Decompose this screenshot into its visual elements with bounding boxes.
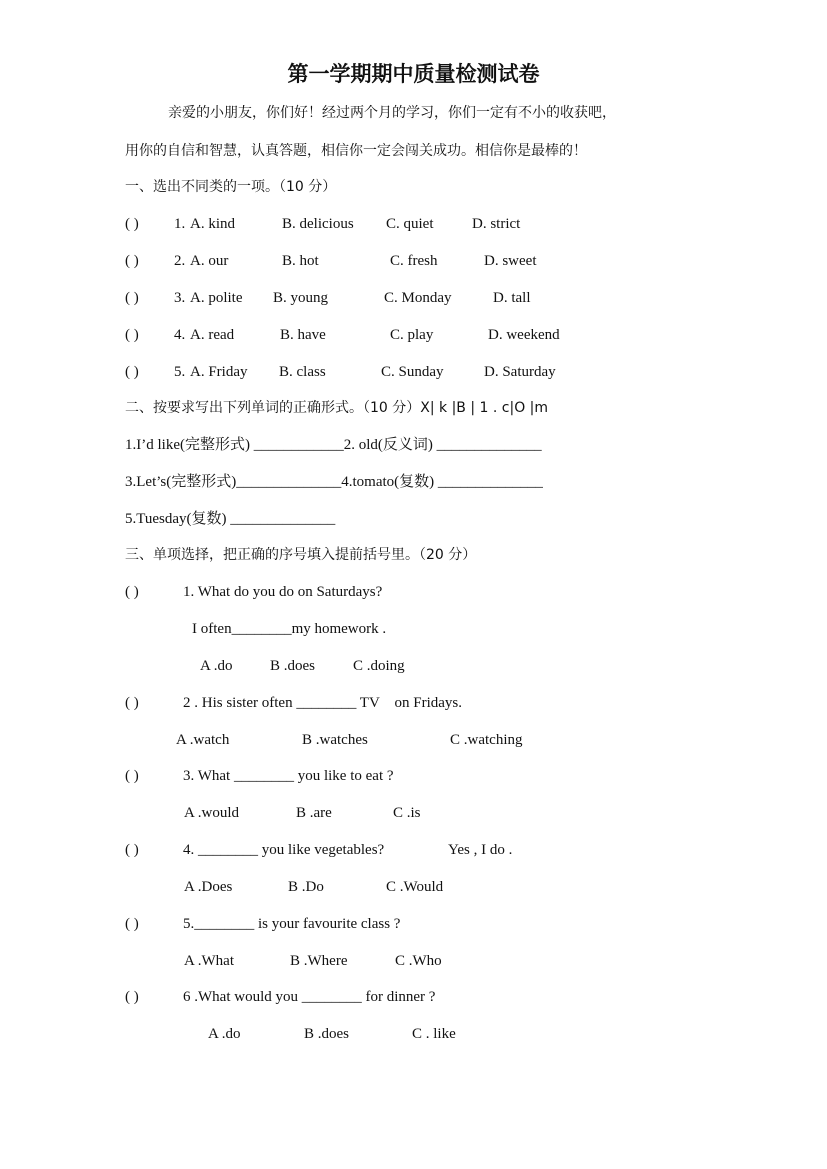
option-a: A .do: [208, 1026, 241, 1042]
intro-line-1: 亲爱的小朋友，你们好！经过两个月的学习，你们一定有不小的收获吧，: [168, 105, 616, 121]
section2-row-3: 5.Tuesday(复数) ______________: [125, 511, 336, 527]
option-b: B. hot: [282, 253, 319, 269]
question-answer-text: Yes , I do .: [448, 842, 513, 858]
page-title: 第一学期期中质量检测试卷: [287, 62, 540, 86]
option-c: C .watching: [450, 732, 523, 748]
option-a: A. our: [190, 253, 229, 269]
answer-paren: ( ): [125, 290, 139, 306]
answer-paren: ( ): [125, 916, 139, 932]
option-c: C. Sunday: [381, 364, 444, 380]
answer-paren: ( ): [125, 989, 139, 1005]
item-number: 3.: [174, 290, 186, 306]
option-c: C. quiet: [386, 216, 434, 232]
option-c: C . like: [412, 1026, 456, 1042]
section2-heading: 二、按要求写出下列单词的正确形式。（10 分）X| k |B | 1 . c|O |m: [125, 400, 549, 416]
answer-paren: ( ): [125, 695, 139, 711]
option-a: A .Does: [184, 879, 233, 895]
option-b: B .Do: [288, 879, 324, 895]
option-d: D. tall: [493, 290, 531, 306]
option-d: D. weekend: [488, 327, 560, 343]
option-a: A .do: [200, 658, 233, 674]
option-c: C .is: [393, 805, 421, 821]
intro-line-2: 用你的自信和智慧，认真答题，相信你一定会闯关成功。相信你是最棒的！: [125, 143, 587, 159]
question-text: 4. ________ you like vegetables?: [183, 842, 385, 858]
item-number: 1.: [174, 216, 186, 232]
item-number: 2.: [174, 253, 186, 269]
answer-paren: ( ): [125, 364, 139, 380]
option-c: C. Monday: [384, 290, 452, 306]
section2-row-1: 1.I’d like(完整形式) ____________2. old(反义词) ______________: [125, 437, 542, 453]
option-c: C .Who: [395, 953, 442, 969]
section2-row-2: 3.Let’s(完整形式)______________4.tomato(复数) ______________: [125, 474, 543, 490]
option-a: A. read: [190, 327, 235, 343]
option-a: A. kind: [190, 216, 235, 232]
option-c: C. play: [390, 327, 434, 343]
question-text: 1. What do you do on Saturdays?: [183, 584, 383, 600]
option-b: B .Where: [290, 953, 348, 969]
section1-heading: 一、选出不同类的一项。（10 分）: [125, 179, 337, 195]
option-a: A .watch: [176, 732, 230, 748]
option-c: C .Would: [386, 879, 444, 895]
section3-heading: 三、单项选择，把正确的序号填入提前括号里。（20 分）: [125, 547, 477, 563]
option-a: A .What: [184, 953, 234, 969]
option-b: B. class: [279, 364, 326, 380]
item-number: 4.: [174, 327, 186, 343]
question-text: 2 . His sister often ________ TV on Fridays.: [183, 695, 463, 711]
answer-paren: ( ): [125, 327, 139, 343]
option-c: C .doing: [353, 658, 405, 674]
option-a: A. Friday: [190, 364, 248, 380]
question-sub-text: I often________my homework .: [192, 621, 387, 637]
answer-paren: ( ): [125, 216, 139, 232]
question-text: 6 .What would you ________ for dinner ?: [183, 989, 436, 1005]
option-b: B .watches: [302, 732, 368, 748]
option-b: B. delicious: [282, 216, 354, 232]
option-d: D. strict: [472, 216, 521, 232]
question-text: 3. What ________ you like to eat ?: [183, 768, 394, 784]
option-b: B. have: [280, 327, 326, 343]
answer-paren: ( ): [125, 768, 139, 784]
option-b: B .does: [304, 1026, 349, 1042]
option-b: B .are: [296, 805, 332, 821]
option-c: C. fresh: [390, 253, 438, 269]
question-text: 5.________ is your favourite class ?: [183, 916, 401, 932]
option-a: A. polite: [190, 290, 243, 306]
option-d: D. sweet: [484, 253, 537, 269]
option-a: A .would: [184, 805, 240, 821]
option-b: B. young: [273, 290, 329, 306]
answer-paren: ( ): [125, 253, 139, 269]
answer-paren: ( ): [125, 584, 139, 600]
option-b: B .does: [270, 658, 315, 674]
item-number: 5.: [174, 364, 186, 380]
option-d: D. Saturday: [484, 364, 556, 380]
answer-paren: ( ): [125, 842, 139, 858]
